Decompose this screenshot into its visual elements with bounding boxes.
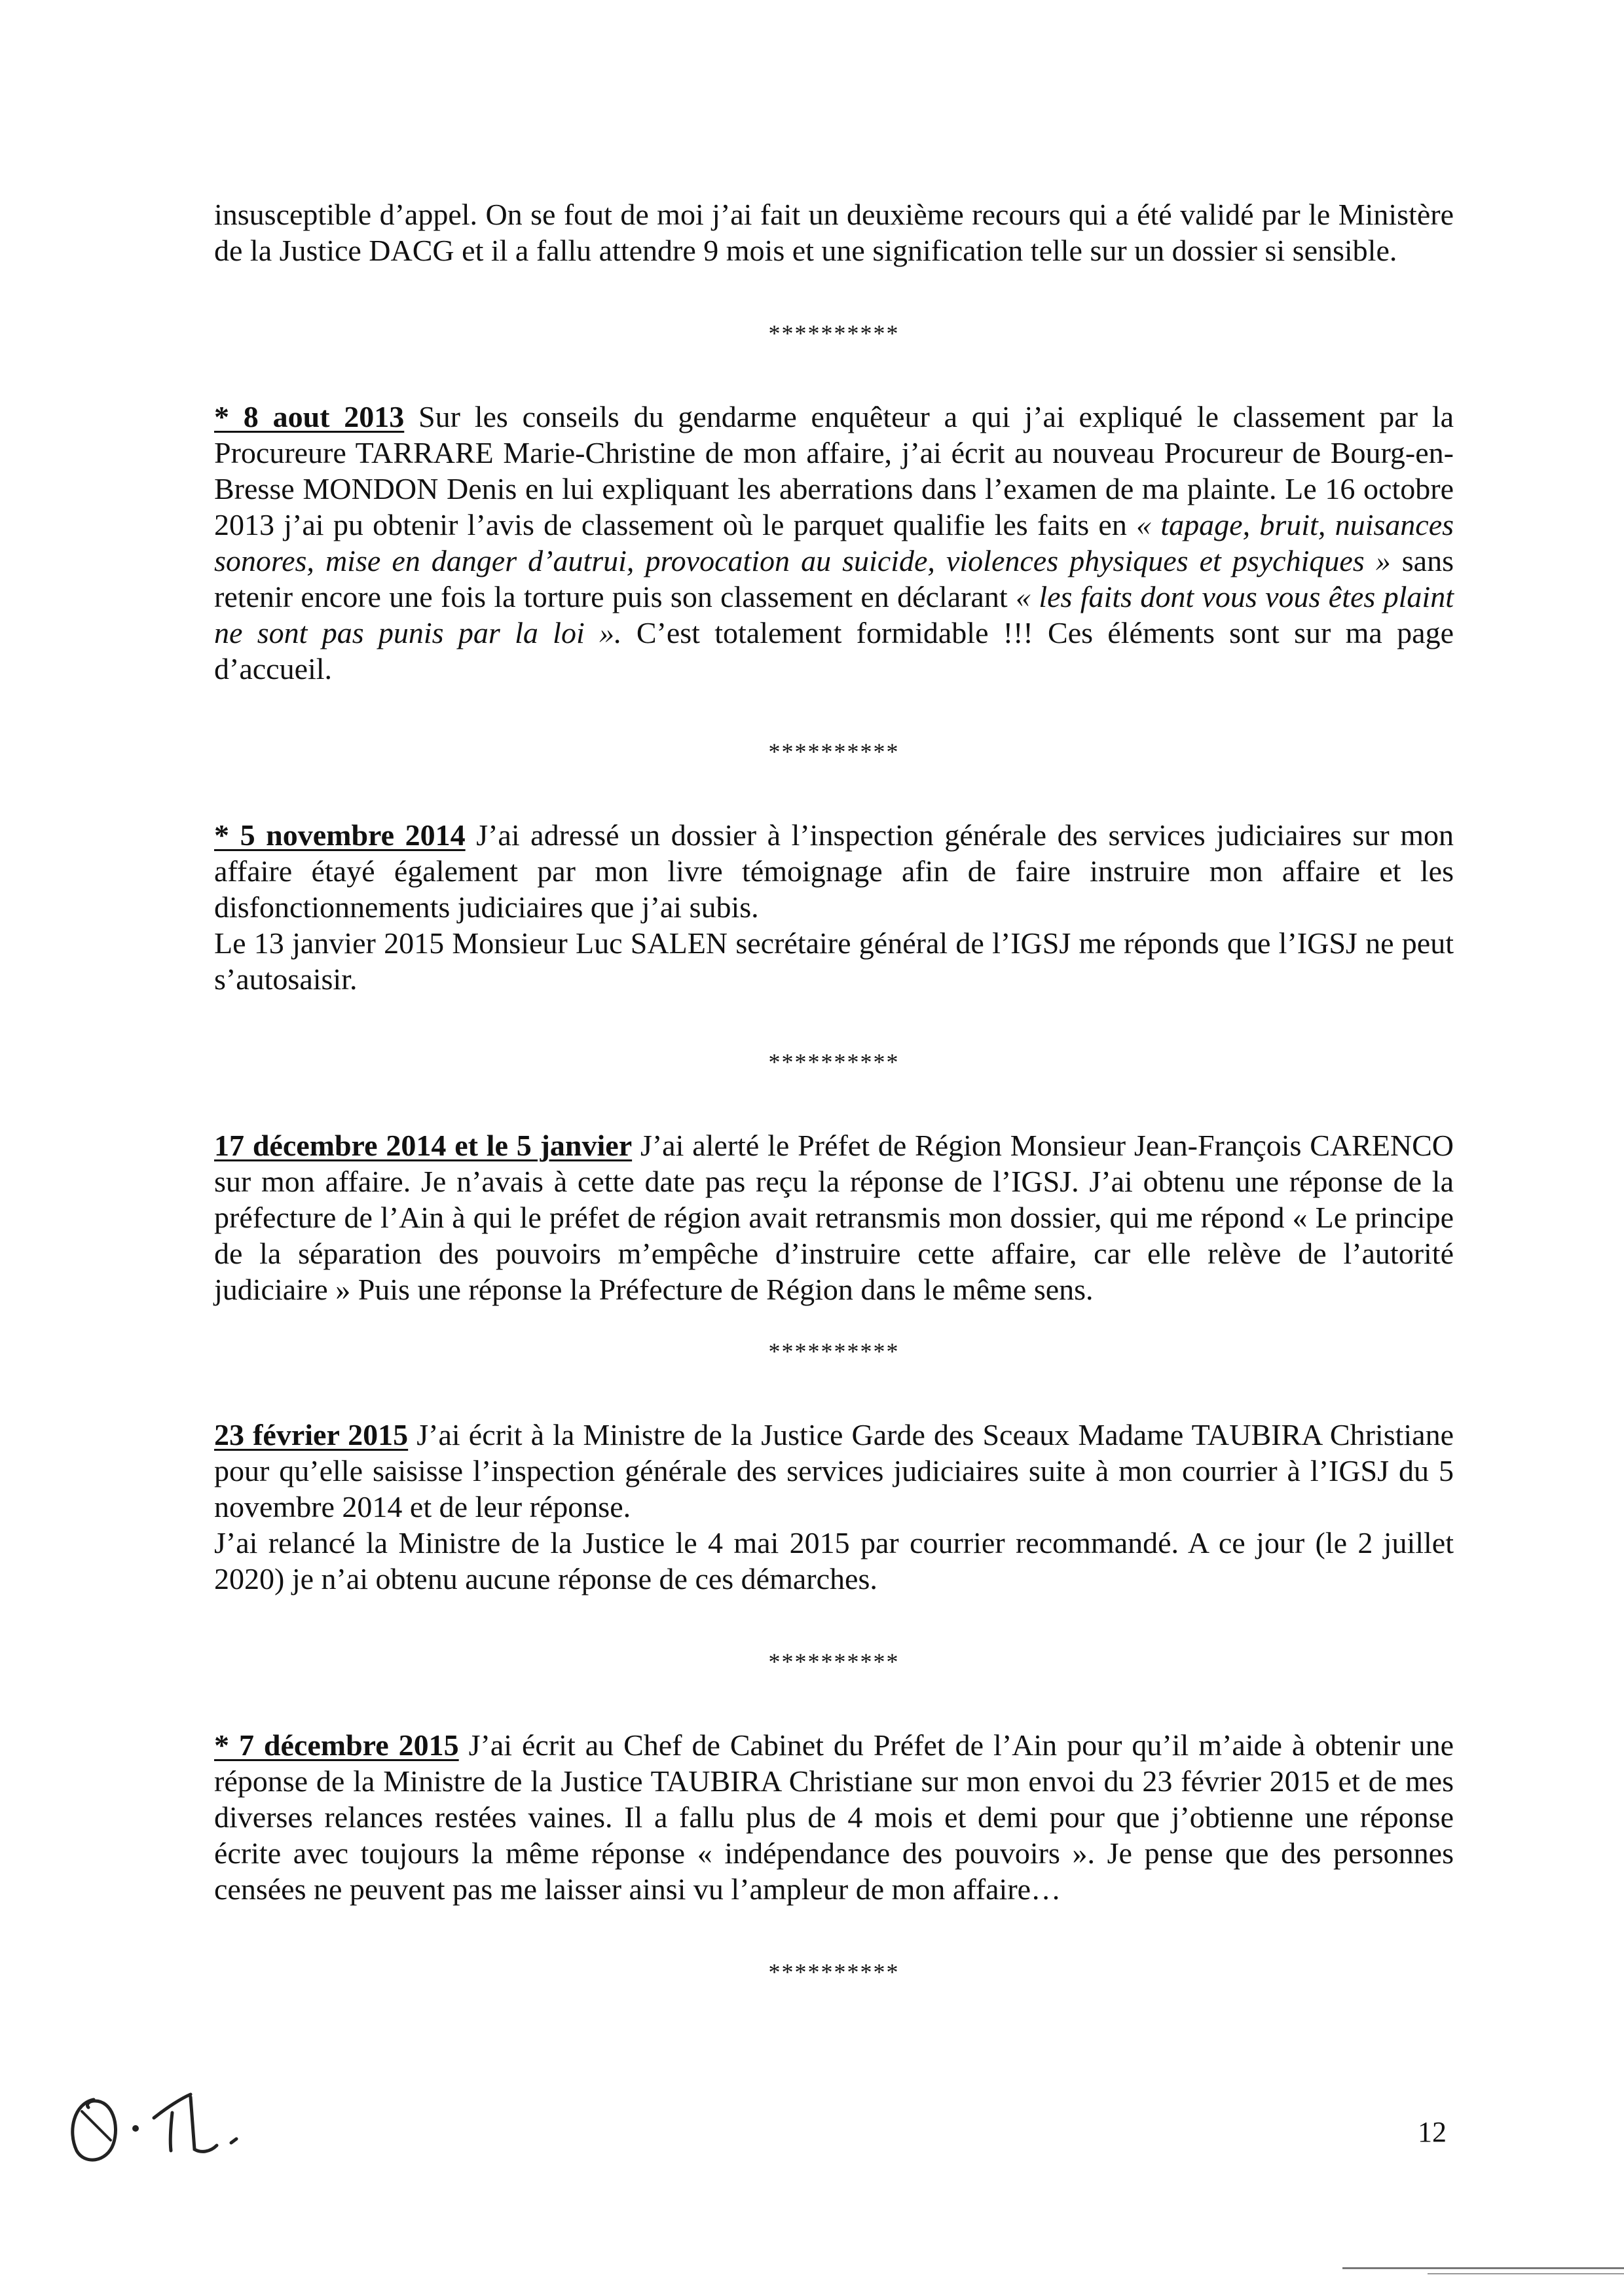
entry-text: C’est totalement formidable !!! Ces éléments sont sur ma page d’accueil. [214,616,1454,685]
separator: ********** [768,1649,900,1675]
entry-text: Sur les conseils du gendarme enquêteur a qui j’ai expliqué le classement par la Procureure TARRARE Marie-Christine de mon affaire, j’ai écrit au nouveau Procureur de Bourg-en-Bresse MONDON Denis en lui expliquant les aberrations dans l’examen de ma plainte. Le 16 octobre 2013 j’ai pu obtenir l’avis de classement où le parquet qualifie les faits en [214,400,1454,541]
entry-text: J’ai écrit au Chef de Cabinet du Préfet de l’Ain pour qu’il m’aide à obtenir une réponse de la Ministre de la Justice TAUBIRA Christiane sur mon envoi du 23 février 2015 et de mes diverses relances restées vaines. Il a fallu plus de 4 mois et demi pour que j’obtienne une réponse écrite avec toujours la même réponse « indépendance des pouvoirs ». Je pense que des personnes censées ne peuvent pas me laisser ainsi vu l’ampleur de mon affaire… [214,1728,1454,1906]
scan-edge-line [1342,2267,1624,2269]
entry-paragraph-2015-02-followup: J’ai relancé la Ministre de la Justice le 4 mai 2015 par courrier recommandé. A ce jour (le 2 juillet 2020) je n’ai obtenu aucune réponse de ces démarches. [214,1526,1454,1595]
entry-text: J’ai écrit à la Ministre de la Justice Garde des Sceaux Madame TAUBIRA Christiane pour qu’elle saisisse l’inspection générale des services judiciaires suite à mon courrier à l’IGSJ du 5 novembre 2014 et de leur réponse. [214,1418,1454,1523]
separator: ********** [768,1049,900,1075]
entry-date: * 5 novembre 2014 [214,818,466,852]
entry-paragraph-2014-12 [214,1127,1454,1307]
entry-paragraph-2015-12 [214,1727,1454,1907]
entry-date: 23 février 2015 [214,1418,409,1451]
entry-date: * 8 aout 2013 [214,400,405,433]
handwritten-initials [62,2085,259,2170]
entry-quote: « les faits dont vous vous êtes plaint ne sont pas punis par la loi ». [214,580,1454,649]
entry-text: sans retenir encore une fois la torture puis son classement en déclarant [214,544,1454,613]
separator: ********** [768,1959,900,1985]
scan-edge-line [1428,2273,1624,2274]
entry-paragraph-2015-02 [214,1417,1454,1525]
intro-paragraph: insusceptible d’appel. On se fout de moi j’ai fait un deuxième recours qui a été validé par le Ministère de la Justice DACG et il a fallu attendre 9 mois et une signification telle sur un dossier si sensible. [214,198,1454,267]
entry-text: J’ai adressé un dossier à l’inspection générale des services judiciaires sur mon affaire étayé également par mon livre témoignage afin de faire instruire mon affaire et les disfonctionnements judiciaires que j’ai subis. [214,818,1454,924]
document-body [214,196,1454,1990]
entry-paragraph-2014-11-followup: Le 13 janvier 2015 Monsieur Luc SALEN secrétaire général de l’IGSJ me réponds que l’IGSJ ne peut s’autosaisir. [214,926,1454,996]
separator: ********** [768,738,900,765]
entry-quote: « tapage, bruit, nuisances sonores, mise en danger d’autrui, provocation au suicide, violences physiques et psychiques » [214,508,1454,577]
separator: ********** [768,1338,900,1364]
entry-date: 17 décembre 2014 et le 5 janvier [214,1129,633,1162]
page-number: 12 [1418,2116,1447,2148]
entry-date: * 7 décembre 2015 [214,1728,459,1762]
entry-paragraph-2013-08 [214,399,1454,687]
separator: ********** [768,320,900,346]
entry-text: J’ai alerté le Préfet de Région Monsieur Jean-François CARENCO sur mon affaire. Je n’avais à cette date pas reçu la réponse de l’IGSJ. J’ai obtenu une réponse de la préfecture de l’Ain à qui le préfet de région avait retransmis mon dossier, qui me répond « Le principe de la séparation des pouvoirs m’empêche d’instruire cette affaire, car elle relève de l’autorité judiciaire » Puis une réponse la Préfecture de Région dans le même sens. [214,1129,1454,1306]
entry-paragraph-2014-11 [214,817,1454,925]
